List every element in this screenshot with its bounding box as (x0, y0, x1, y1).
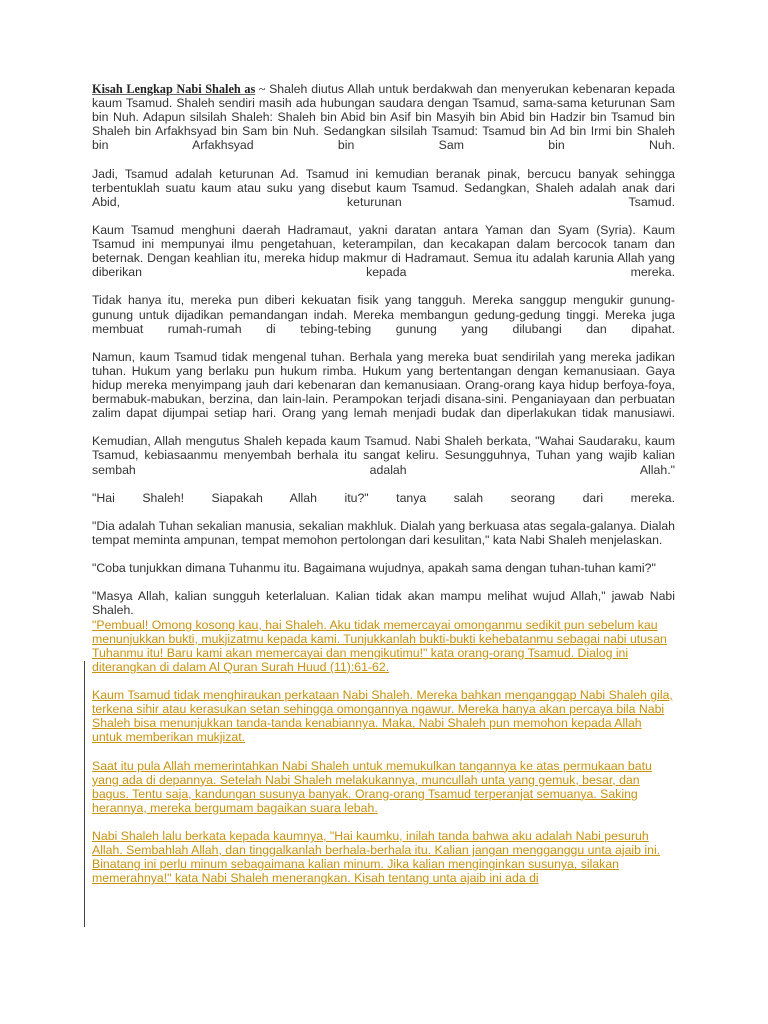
paragraph: "Masya Allah, kalian sungguh keterlaluan. Kalian tidak akan mampu melihat wujud Allah," jawab Nabi Shaleh. (92, 589, 675, 618)
document-page (92, 82, 675, 885)
tracked-changes-block (92, 618, 675, 886)
paragraph: Kemudian, Allah mengutus Shaleh kepada kaum Tsamud. Nabi Shaleh berkata, "Wahai Saudaraku, kaum Tsamud, kebiasaanmu menyembah berhala itu sangat keliru. Sesungguhnya, Tuhan yang wajib kalian sembah adalah Allah." (92, 434, 675, 477)
paragraph: "Dia adalah Tuhan sekalian manusia, sekalian makhluk. Dialah yang berkuasa atas segala-galanya. Dialah tempat meminta ampunan, tempat memohon pertolongan dari kesulitan," kata Nabi Shaleh menjelaskan. (92, 518, 675, 547)
paragraph: "Hai Shaleh! Siapakah Allah itu?" tanya salah seorang dari mereka. (92, 490, 675, 505)
paragraph: Tidak hanya itu, mereka pun diberi kekuatan fisik yang tangguh. Mereka sanggup mengukir gunung-gunung untuk dijadikan pemandangan indah. Mereka membangun gedung-gedung tinggi. Mereka juga membuat rumah-rumah di tebing-tebing gunung yang dilubangi dan dipahat. (92, 293, 675, 336)
paragraph: "Coba tunjukkan dimana Tuhanmu itu. Bagaimana wujudnya, apakah sama dengan tuhan-tuhan kami?" (92, 561, 656, 576)
paragraph-intro (92, 82, 675, 152)
paragraph: Namun, kaum Tsamud tidak mengenal tuhan. Berhala yang mereka buat sendirilah yang mereka jadikan tuhan. Hukum yang berlaku pun hukum rimba. Hukum yang bertentangan dengan kemanusiaan. Gaya hidup mereka menyimpang jauh dari kebenaran dan kemanusiaan. Orang-orang kaya hidup berfoya-foya, bermabuk-mabukan, berzina, dan lain-lain. Perampokan terjadi disana-sini. Penganiayaan dan perbuatan zalim dapat dijumpai setiap hari. Orang yang lemah menjadi budak dan diperlakukan tidak manusiawi. (92, 349, 675, 421)
document-title: Kisah Lengkap Nabi Shaleh as (92, 82, 256, 96)
tracked-paragraph: Nabi Shaleh lalu berkata kepada kaumnya, "Hai kaumku, inilah tanda bahwa aku adalah Nabi pesuruh Allah. Sembahlah Allah, dan tinggalkanlah berhala-berhala itu. Kalian jangan mengganggu unta ajaib ini. Binatang ini perlu minum sebagaimana kalian minum. Jika kalian menginginkan susunya, silakan memerahnya!" kata Nabi Shaleh menerangkan. Kisah tentang unta ajaib ini ada di (92, 828, 661, 886)
tracked-paragraph: Saat itu pula Allah memerintahkan Nabi Shaleh untuk memukulkan tangannya ke atas permukaan batu yang ada di depannya. Setelah Nabi Shaleh melakukannya, muncullah unta yang gemuk, besar, dan bagus. Tentu saja, kandungan susunya banyak. Orang-orang Tsamud terperanjat semuanya. Saking herannya, mereka bergumam bagaikan suara lebah. (92, 758, 652, 815)
tracked-paragraph: "Pembual! Omong kosong kau, hai Shaleh. Aku tidak memercayai omonganmu sedikit pun sebelum kau menunjukkan bukti, mukjizatmu kepada kami. Tunjukkanlah bukti-bukti kehebatanmu sebagai nabi utusan Tuhanmu itu! Baru kami akan memercayai dan mengikutimu!" kata orang-orang Tsamud. Dialog ini diterangkan di dalam Al Quran Surah Huud (11):61-62. (92, 617, 667, 674)
change-bar (84, 661, 85, 927)
paragraph-text: Shaleh diutus Allah untuk berdakwah dan menyerukan kebenaran kepada kaum Tsamud. Shaleh sendiri masih ada hubungan saudara dengan Tsamud, sama-sama keturunan Sam bin Nuh. Adapun silsilah Shaleh: Shaleh bin Abid bin Asif bin Masyih bin Abid bin Hadzir bin Tsamud bin Shaleh bin Arfakhsyad bin Sam bin Nuh. Sedangkan silsilah Tsamud: Tsamud bin Ad bin Irmi bin Shaleh bin Arfakhsyad bin Sam bin Nuh. (92, 82, 675, 153)
title-separator: ~ (255, 82, 270, 96)
paragraph: Jadi, Tsamud adalah keturunan Ad. Tsamud ini kemudian beranak pinak, bercucu banyak sehingga terbentuklah suatu kaum atau suku yang disebut kaum Tsamud. Sedangkan, Shaleh adalah anak dari Abid, keturunan Tsamud. (92, 166, 675, 209)
tracked-paragraph: Kaum Tsamud tidak menghiraukan perkataan Nabi Shaleh. Mereka bahkan menganggap Nabi Shaleh gila, terkena sihir atau kerasukan setan sehingga omongannya ngawur. Mereka hanya akan percaya bila Nabi Shaleh bisa menunjukkan tanda-tanda kenabiannya. Maka, Nabi Shaleh pun memohon kepada Allah untuk memberikan mukjizat. (92, 688, 673, 745)
paragraph: Kaum Tsamud menghuni daerah Hadramaut, yakni daratan antara Yaman dan Syam (Syria). Kaum Tsamud ini mempunyai ilmu pengetahuan, keterampilan, dan kecakapan dalam bercocok tanam dan beternak. Dengan keahlian itu, mereka hidup makmur di Hadramaut. Semua itu adalah karunia Allah yang diberikan kepada mereka. (92, 222, 675, 280)
